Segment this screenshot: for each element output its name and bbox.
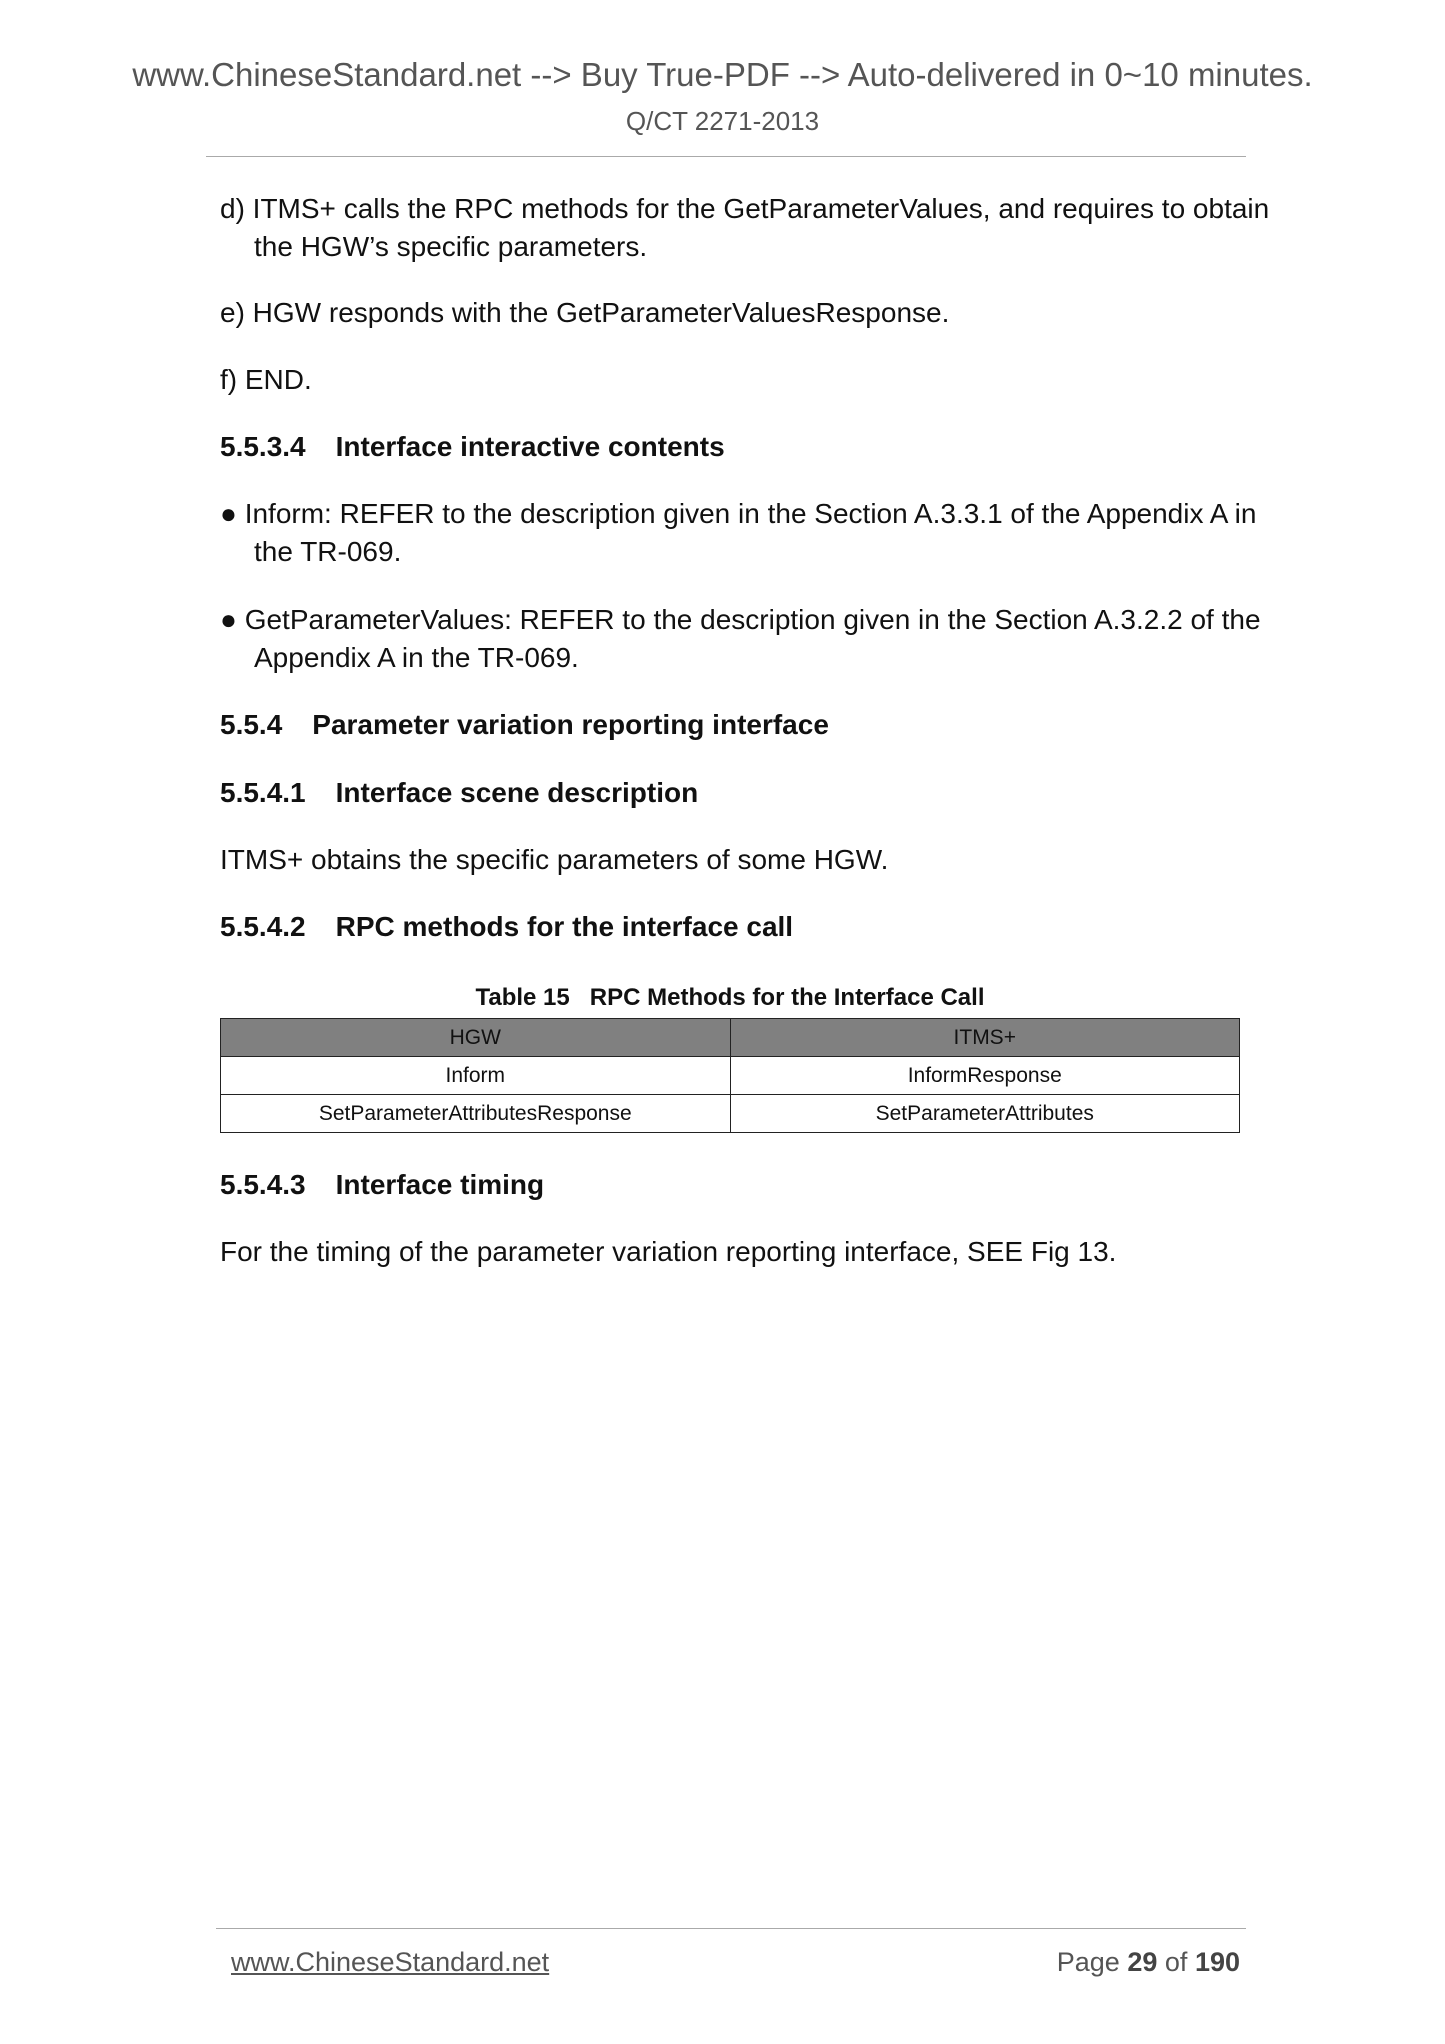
section-title: Parameter variation reporting interface: [312, 709, 829, 740]
section-number: 5.5.4.3: [220, 1169, 306, 1200]
section-number: 5.5.4: [220, 709, 283, 740]
page-label: Page: [1056, 1947, 1120, 1977]
section-number: 5.5.4.2: [220, 911, 306, 942]
table-header-row: [221, 1019, 1240, 1057]
document-id: Q/CT 2271-2013: [625, 106, 820, 136]
table-title: RPC Methods for the Interface Call: [589, 984, 985, 1011]
table-cell: SetParameterAttributesResponse: [221, 1095, 731, 1133]
table-caption: [220, 982, 1240, 1014]
section-title: Interface interactive contents: [335, 431, 725, 462]
timing-text: For the timing of the parameter variation reporting interface, SEE Fig 13.: [220, 1236, 1117, 1267]
table-row: [221, 1095, 1240, 1133]
total-pages: 190: [1194, 1947, 1240, 1977]
table-row: [221, 1057, 1240, 1095]
page-number: [1057, 1947, 1240, 1978]
bullet-inform: ● Inform: REFER to the description given in the Section A.3.3.1 of the Appendix A in the TR-069.: [220, 498, 1257, 567]
section-heading-5-5-4: [220, 706, 829, 744]
current-page: 29: [1127, 1947, 1158, 1977]
section-heading-5-5-4-3: [220, 1166, 544, 1204]
list-item-d: d) ITMS+ calls the RPC methods for the GetParameterValues, and requires to obtain the HGW’s specific parameters.: [220, 193, 1270, 262]
section-number: 5.5.4.1: [220, 777, 306, 808]
page-of-label: of: [1164, 1947, 1188, 1977]
header-divider: [206, 156, 1246, 157]
header-banner: www.ChineseStandard.net --> Buy True-PDF --> Auto-delivered in 0~10 minutes.: [132, 56, 1313, 93]
column-header-hgw: HGW: [221, 1019, 731, 1057]
footer-site-link[interactable]: www.ChineseStandard.net: [231, 1947, 550, 1977]
bullet-getparametervalues: ● GetParameterValues: REFER to the description given in the Section A.3.2.2 of the Appendix A in the TR-069.: [220, 604, 1261, 673]
section-number: 5.5.3.4: [220, 431, 306, 462]
table-number: Table 15: [475, 984, 570, 1011]
section-title: Interface timing: [335, 1169, 545, 1200]
section-title: Interface scene description: [335, 777, 699, 808]
column-header-itms: ITMS+: [730, 1019, 1240, 1057]
section-heading-5-5-4-1: [220, 774, 698, 812]
table-cell: InformResponse: [730, 1057, 1240, 1095]
section-heading-5-5-3-4: [220, 428, 725, 466]
rpc-methods-table: [220, 1018, 1240, 1133]
section-title: RPC methods for the interface call: [335, 911, 794, 942]
section-heading-5-5-4-2: [220, 908, 793, 946]
table-cell: Inform: [221, 1057, 731, 1095]
list-item-e: e) HGW responds with the GetParameterValuesResponse.: [220, 297, 950, 328]
table-cell: SetParameterAttributes: [730, 1095, 1240, 1133]
scene-description: ITMS+ obtains the specific parameters of some HGW.: [220, 844, 889, 875]
list-item-f: f) END.: [220, 364, 312, 395]
footer-divider: [216, 1928, 1246, 1929]
